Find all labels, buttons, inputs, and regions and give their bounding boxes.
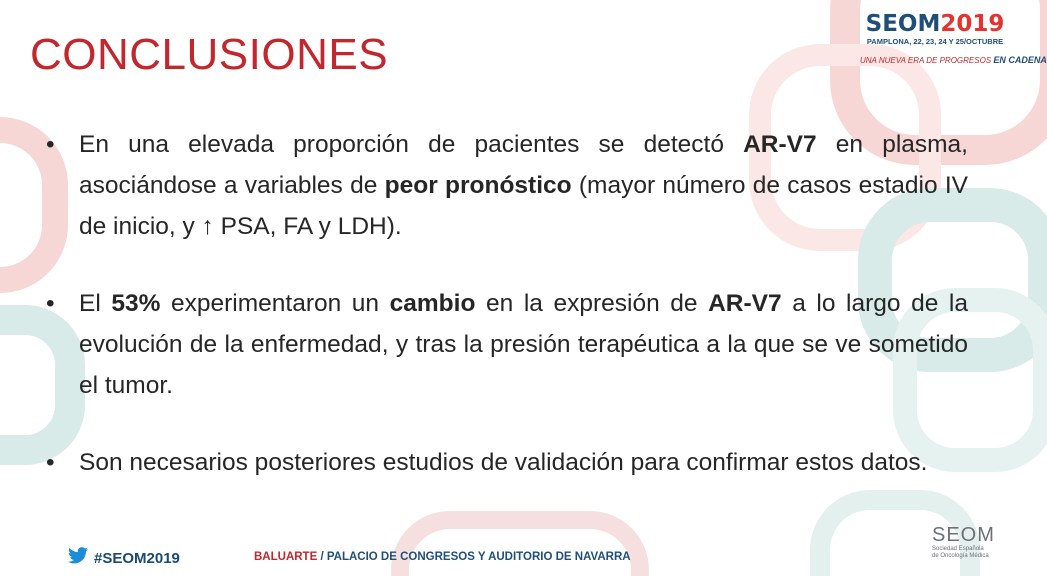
seom-society-line1: Sociedad Española bbox=[932, 546, 984, 552]
seom-society-name: SEOM bbox=[932, 524, 995, 546]
logo-wordmark: SEOM2019 bbox=[865, 11, 1005, 37]
emphasis-text: 53% bbox=[111, 290, 161, 317]
bullet-text: Son necesarios posteriores estudios de validación para confirmar estos datos. bbox=[79, 449, 928, 476]
conclusions-list bbox=[46, 124, 968, 519]
venue-text: BALUARTE / PALACIO DE CONGRESOS Y AUDITORIO DE NAVARRA bbox=[254, 551, 631, 563]
conclusion-bullet bbox=[46, 442, 968, 483]
slide-title: CONCLUSIONES bbox=[30, 30, 389, 79]
bullet-text: a lo largo de la evolución de la enfermedad, y tras la presión terapéutica a la que se ve sometido el tumor. bbox=[79, 290, 969, 399]
seom-society-logo bbox=[932, 524, 1002, 560]
bullet-text: en la expresión de bbox=[475, 290, 709, 317]
bullet-text: en plasma, asociándose a variables de bbox=[79, 131, 968, 199]
logo-tagline: UNA NUEVA ERA DE PROGRESOS EN CADENA bbox=[860, 55, 1047, 65]
emphasis-text: cambio bbox=[389, 290, 476, 317]
bullet-text: El bbox=[79, 290, 112, 317]
footer-hashtag bbox=[68, 547, 180, 569]
emphasis-text: peor pronóstico bbox=[384, 172, 572, 199]
emphasis-text: AR-V7 bbox=[708, 290, 782, 317]
conclusion-bullet bbox=[46, 124, 968, 247]
bullet-text: experimentaron un bbox=[160, 290, 390, 317]
seom-society-line2: de Oncología Médica bbox=[932, 553, 989, 559]
bullet-text: En una elevada proporción de pacientes se detectó bbox=[79, 131, 744, 158]
emphasis-text: AR-V7 bbox=[743, 131, 817, 158]
seom2019-logo bbox=[860, 11, 1047, 65]
conclusion-bullet bbox=[46, 283, 968, 406]
hashtag-text: #SEOM2019 bbox=[94, 549, 180, 567]
logo-dates: PAMPLONA, 22, 23, 24 Y 25/OCTUBRE bbox=[866, 37, 1004, 46]
twitter-bird-icon bbox=[68, 547, 88, 569]
bullet-text: (mayor número de casos estadio IV de inicio, y ↑ PSA, FA y LDH). bbox=[79, 172, 969, 240]
